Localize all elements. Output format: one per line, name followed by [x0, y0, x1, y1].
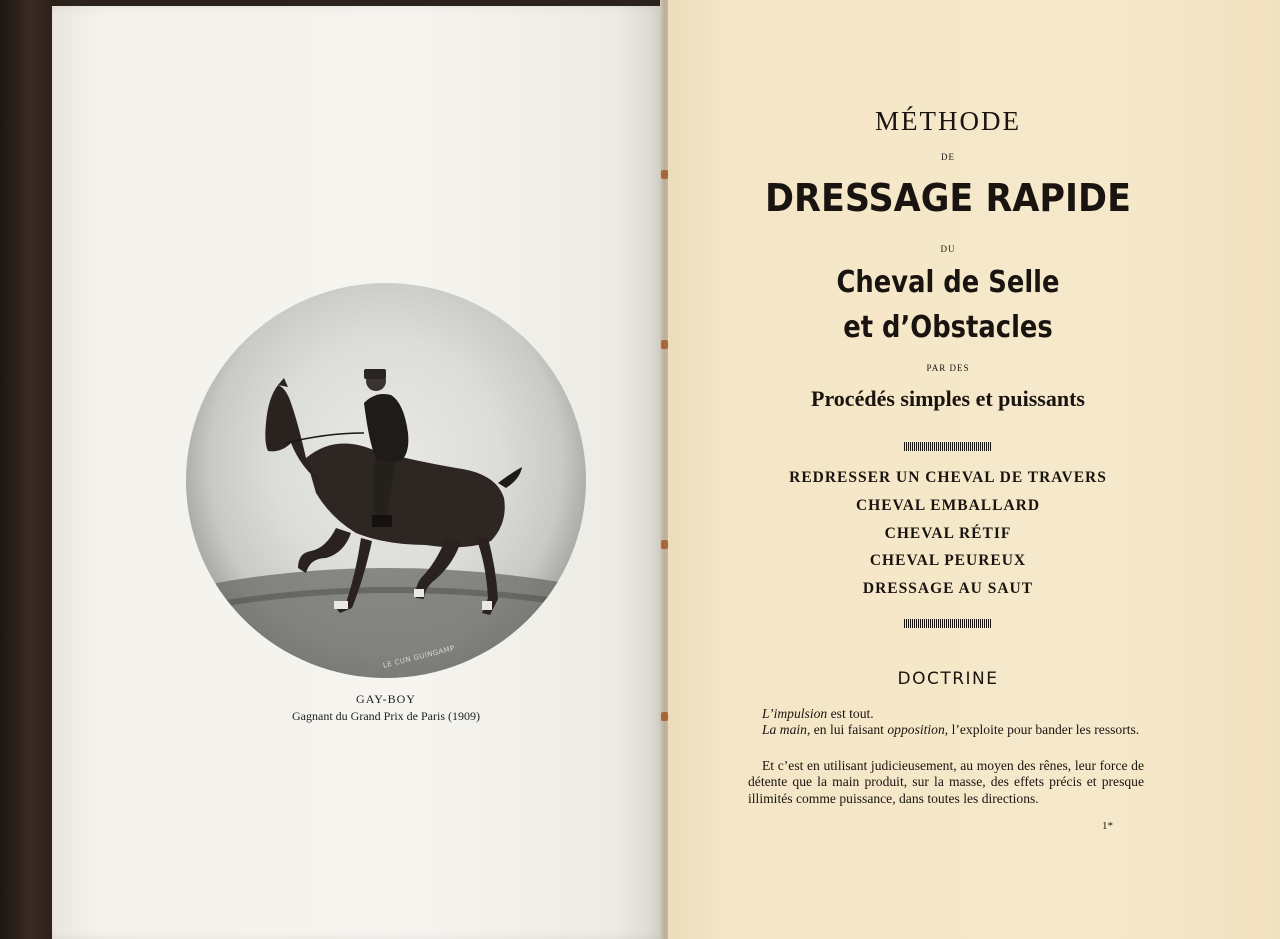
- signature-mark: 1*: [1102, 820, 1113, 832]
- subtitle-line-1: Cheval de Selle: [836, 265, 1060, 300]
- binding-stitch: [661, 540, 668, 549]
- procedes-line: Procédés simples et puissants: [811, 386, 1085, 411]
- topic-item: CHEVAL PEUREUX: [869, 552, 1027, 569]
- section-heading: DOCTRINE: [897, 669, 999, 689]
- emphasis-text: opposition: [887, 722, 945, 737]
- book-binding: [0, 0, 56, 939]
- topic-item: CHEVAL EMBALLARD: [855, 497, 1041, 514]
- photo-caption-title: GAY-BOY: [356, 692, 416, 706]
- doctrine-paragraph-3: Et c’est en utilisant judicieusement, au moyen des rênes, leur force de détente que la main produit, sur la masse, des effets précis et presque illimités comme puissance, dans toutes les directions.: [748, 758, 1144, 806]
- topic-item: DRESSAGE AU SAUT: [862, 580, 1034, 597]
- paragraph-text: , en lui faisant: [806, 722, 888, 737]
- emphasis-text: La main: [762, 722, 807, 737]
- binding-stitch: [661, 712, 668, 721]
- topic-item: REDRESSER UN CHEVAL DE TRAVERS: [789, 469, 1107, 486]
- par-des: PAR DES: [926, 363, 970, 373]
- doctrine-paragraph-2: [748, 722, 1144, 738]
- title-methode: MÉTHODE: [875, 106, 1021, 136]
- photo-credit: LE CUN GUINGAMP: [382, 644, 456, 670]
- title-de: DE: [941, 152, 955, 162]
- ornamental-rule: [904, 619, 992, 628]
- horse-rider-illustration: [186, 283, 586, 678]
- title-main: DRESSAGE RAPIDE: [765, 176, 1131, 220]
- topic-item: CHEVAL RÉTIF: [884, 525, 1012, 542]
- emphasis-text: L’impulsion: [762, 706, 828, 721]
- title-du: DU: [940, 244, 956, 254]
- paragraph-text: est tout.: [827, 706, 874, 721]
- horse-rider-photograph: [186, 283, 586, 678]
- subtitle-line-2: et d’Obstacles: [843, 310, 1053, 345]
- paragraph-text: , l’exploite pour bander les ressorts.: [944, 722, 1140, 737]
- binding-stitch: [661, 340, 668, 349]
- doctrine-paragraph-1: [748, 706, 1144, 722]
- binding-stitch: [661, 170, 668, 179]
- ornamental-rule: [904, 442, 992, 451]
- photo-caption-subtitle: Gagnant du Grand Prix de Paris (1909): [292, 709, 480, 723]
